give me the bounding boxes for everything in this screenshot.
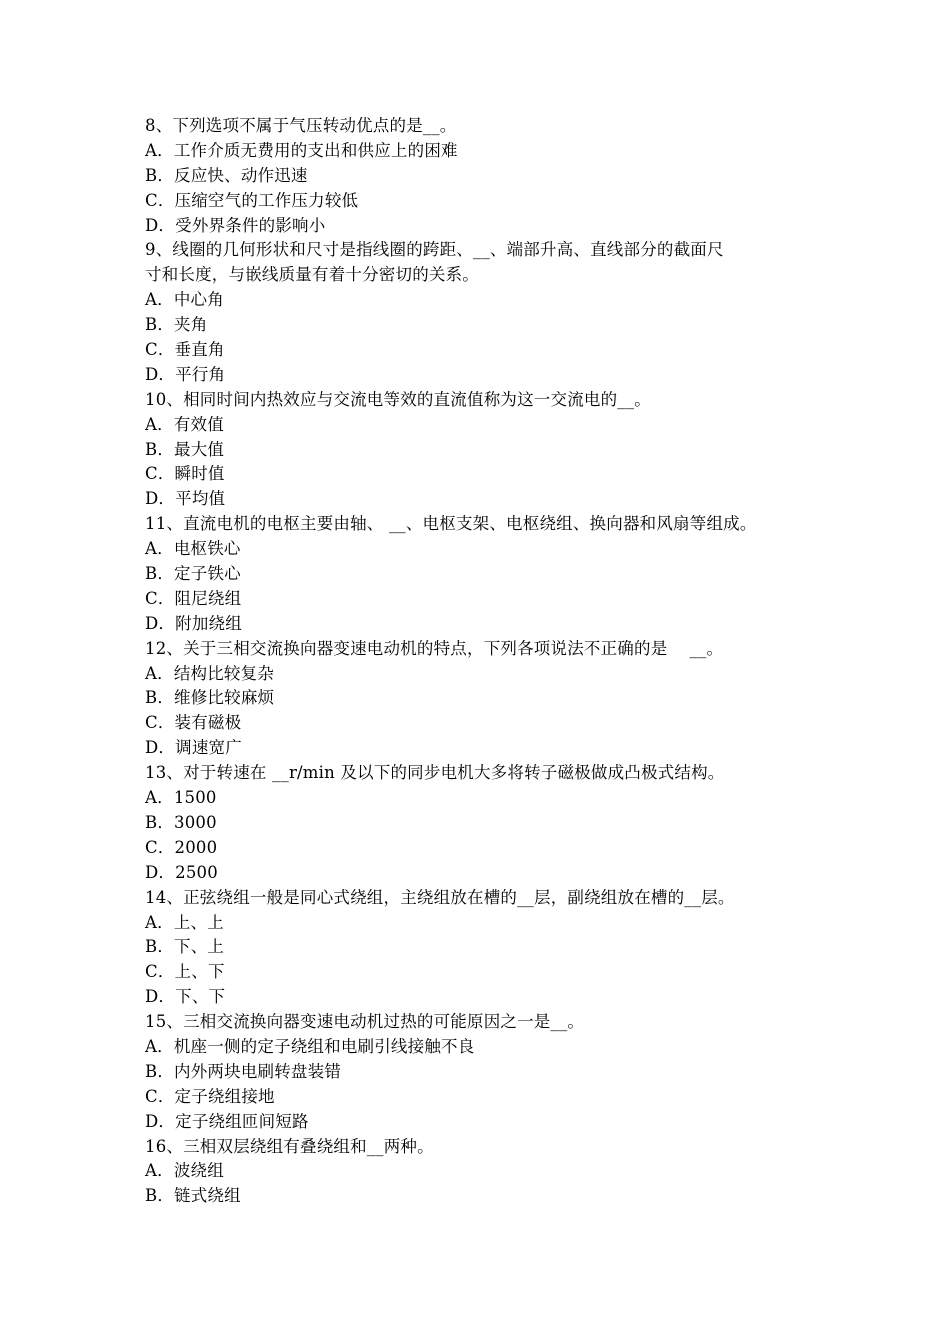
question-text: 13、对于转速在 __r/min 及以下的同步电机大多将转子磁极做成凸极式结构。 bbox=[145, 763, 725, 783]
option-b: B．最大值 bbox=[145, 439, 225, 459]
option-a: A．有效值 bbox=[145, 414, 224, 434]
question-text: 8、下列选项不属于气压转动优点的是__。 bbox=[145, 116, 457, 135]
option-a: A．结构比较复杂 bbox=[145, 663, 275, 683]
option-d: D．下、下 bbox=[145, 987, 226, 1007]
option-b: B．反应快、动作迅速 bbox=[145, 165, 308, 185]
option-a: A．机座一侧的定子绕组和电刷引线接触不良 bbox=[145, 1036, 475, 1056]
option-a: A．工作介质无费用的支出和供应上的困难 bbox=[145, 140, 458, 160]
question-text: 11、直流电机的电枢主要由轴、 __、电枢支架、电枢绕组、换向器和风扇等组成。 bbox=[145, 514, 757, 534]
question-text: 10、相同时间内热效应与交流电等效的直流值称为这一交流电的__。 bbox=[145, 389, 651, 409]
question-13 bbox=[145, 761, 815, 885]
option-c: C．定子绕组接地 bbox=[145, 1086, 275, 1106]
option-c: C．瞬时值 bbox=[145, 464, 225, 484]
option-d: D．平行角 bbox=[145, 364, 226, 384]
option-c: C．装有磁极 bbox=[145, 713, 242, 733]
option-a: A．中心角 bbox=[145, 290, 224, 310]
question-text: 9、线圈的几何形状和尺寸是指线圈的跨距、__、端部升高、直线部分的截面尺 bbox=[145, 240, 724, 260]
option-b: B．链式绕组 bbox=[145, 1186, 241, 1206]
question-text-continued: 寸和长度，与嵌线质量有着十分密切的关系。 bbox=[145, 265, 479, 285]
option-d: D．受外界条件的影响小 bbox=[145, 215, 326, 235]
option-c: C．上、下 bbox=[145, 962, 225, 982]
option-a: A．电枢铁心 bbox=[145, 539, 241, 559]
question-14 bbox=[145, 886, 815, 1010]
question-10 bbox=[145, 388, 815, 512]
option-b: B．下、上 bbox=[145, 937, 225, 957]
option-c: C．阻尼绕组 bbox=[145, 588, 242, 608]
option-b: B．维修比较麻烦 bbox=[145, 688, 275, 708]
option-d: D．附加绕组 bbox=[145, 613, 242, 633]
question-12 bbox=[145, 637, 815, 761]
question-text: 15、三相交流换向器变速电动机过热的可能原因之一是__。 bbox=[145, 1012, 585, 1032]
question-15 bbox=[145, 1010, 815, 1134]
option-d: D．调速宽广 bbox=[145, 738, 242, 758]
option-a: A．上、上 bbox=[145, 912, 224, 932]
option-b: B．定子铁心 bbox=[145, 564, 241, 584]
question-text: 12、关于三相交流换向器变速电动机的特点，下列各项说法不正确的是 __。 bbox=[145, 638, 724, 658]
question-8 bbox=[145, 114, 815, 238]
option-a: A．波绕组 bbox=[145, 1161, 224, 1181]
question-text: 16、三相双层绕组有叠绕组和__两种。 bbox=[145, 1136, 434, 1156]
option-c: C．压缩空气的工作压力较低 bbox=[145, 190, 359, 210]
option-c: C．垂直角 bbox=[145, 340, 225, 360]
document-page bbox=[145, 114, 815, 1209]
question-16 bbox=[145, 1135, 815, 1210]
option-a: A．1500 bbox=[145, 788, 217, 808]
option-d: D．平均值 bbox=[145, 489, 226, 509]
option-d: D．定子绕组匝间短路 bbox=[145, 1111, 309, 1131]
question-11 bbox=[145, 512, 815, 636]
option-b: B．3000 bbox=[145, 812, 217, 832]
option-b: B．夹角 bbox=[145, 315, 208, 335]
option-c: C．2000 bbox=[145, 837, 218, 857]
option-d: D．2500 bbox=[145, 862, 218, 882]
option-b: B．内外两块电刷转盘装错 bbox=[145, 1061, 342, 1081]
question-text: 14、正弦绕组一般是同心式绕组，主绕组放在槽的__层，副绕组放在槽的__层。 bbox=[145, 887, 735, 907]
question-9 bbox=[145, 238, 815, 387]
